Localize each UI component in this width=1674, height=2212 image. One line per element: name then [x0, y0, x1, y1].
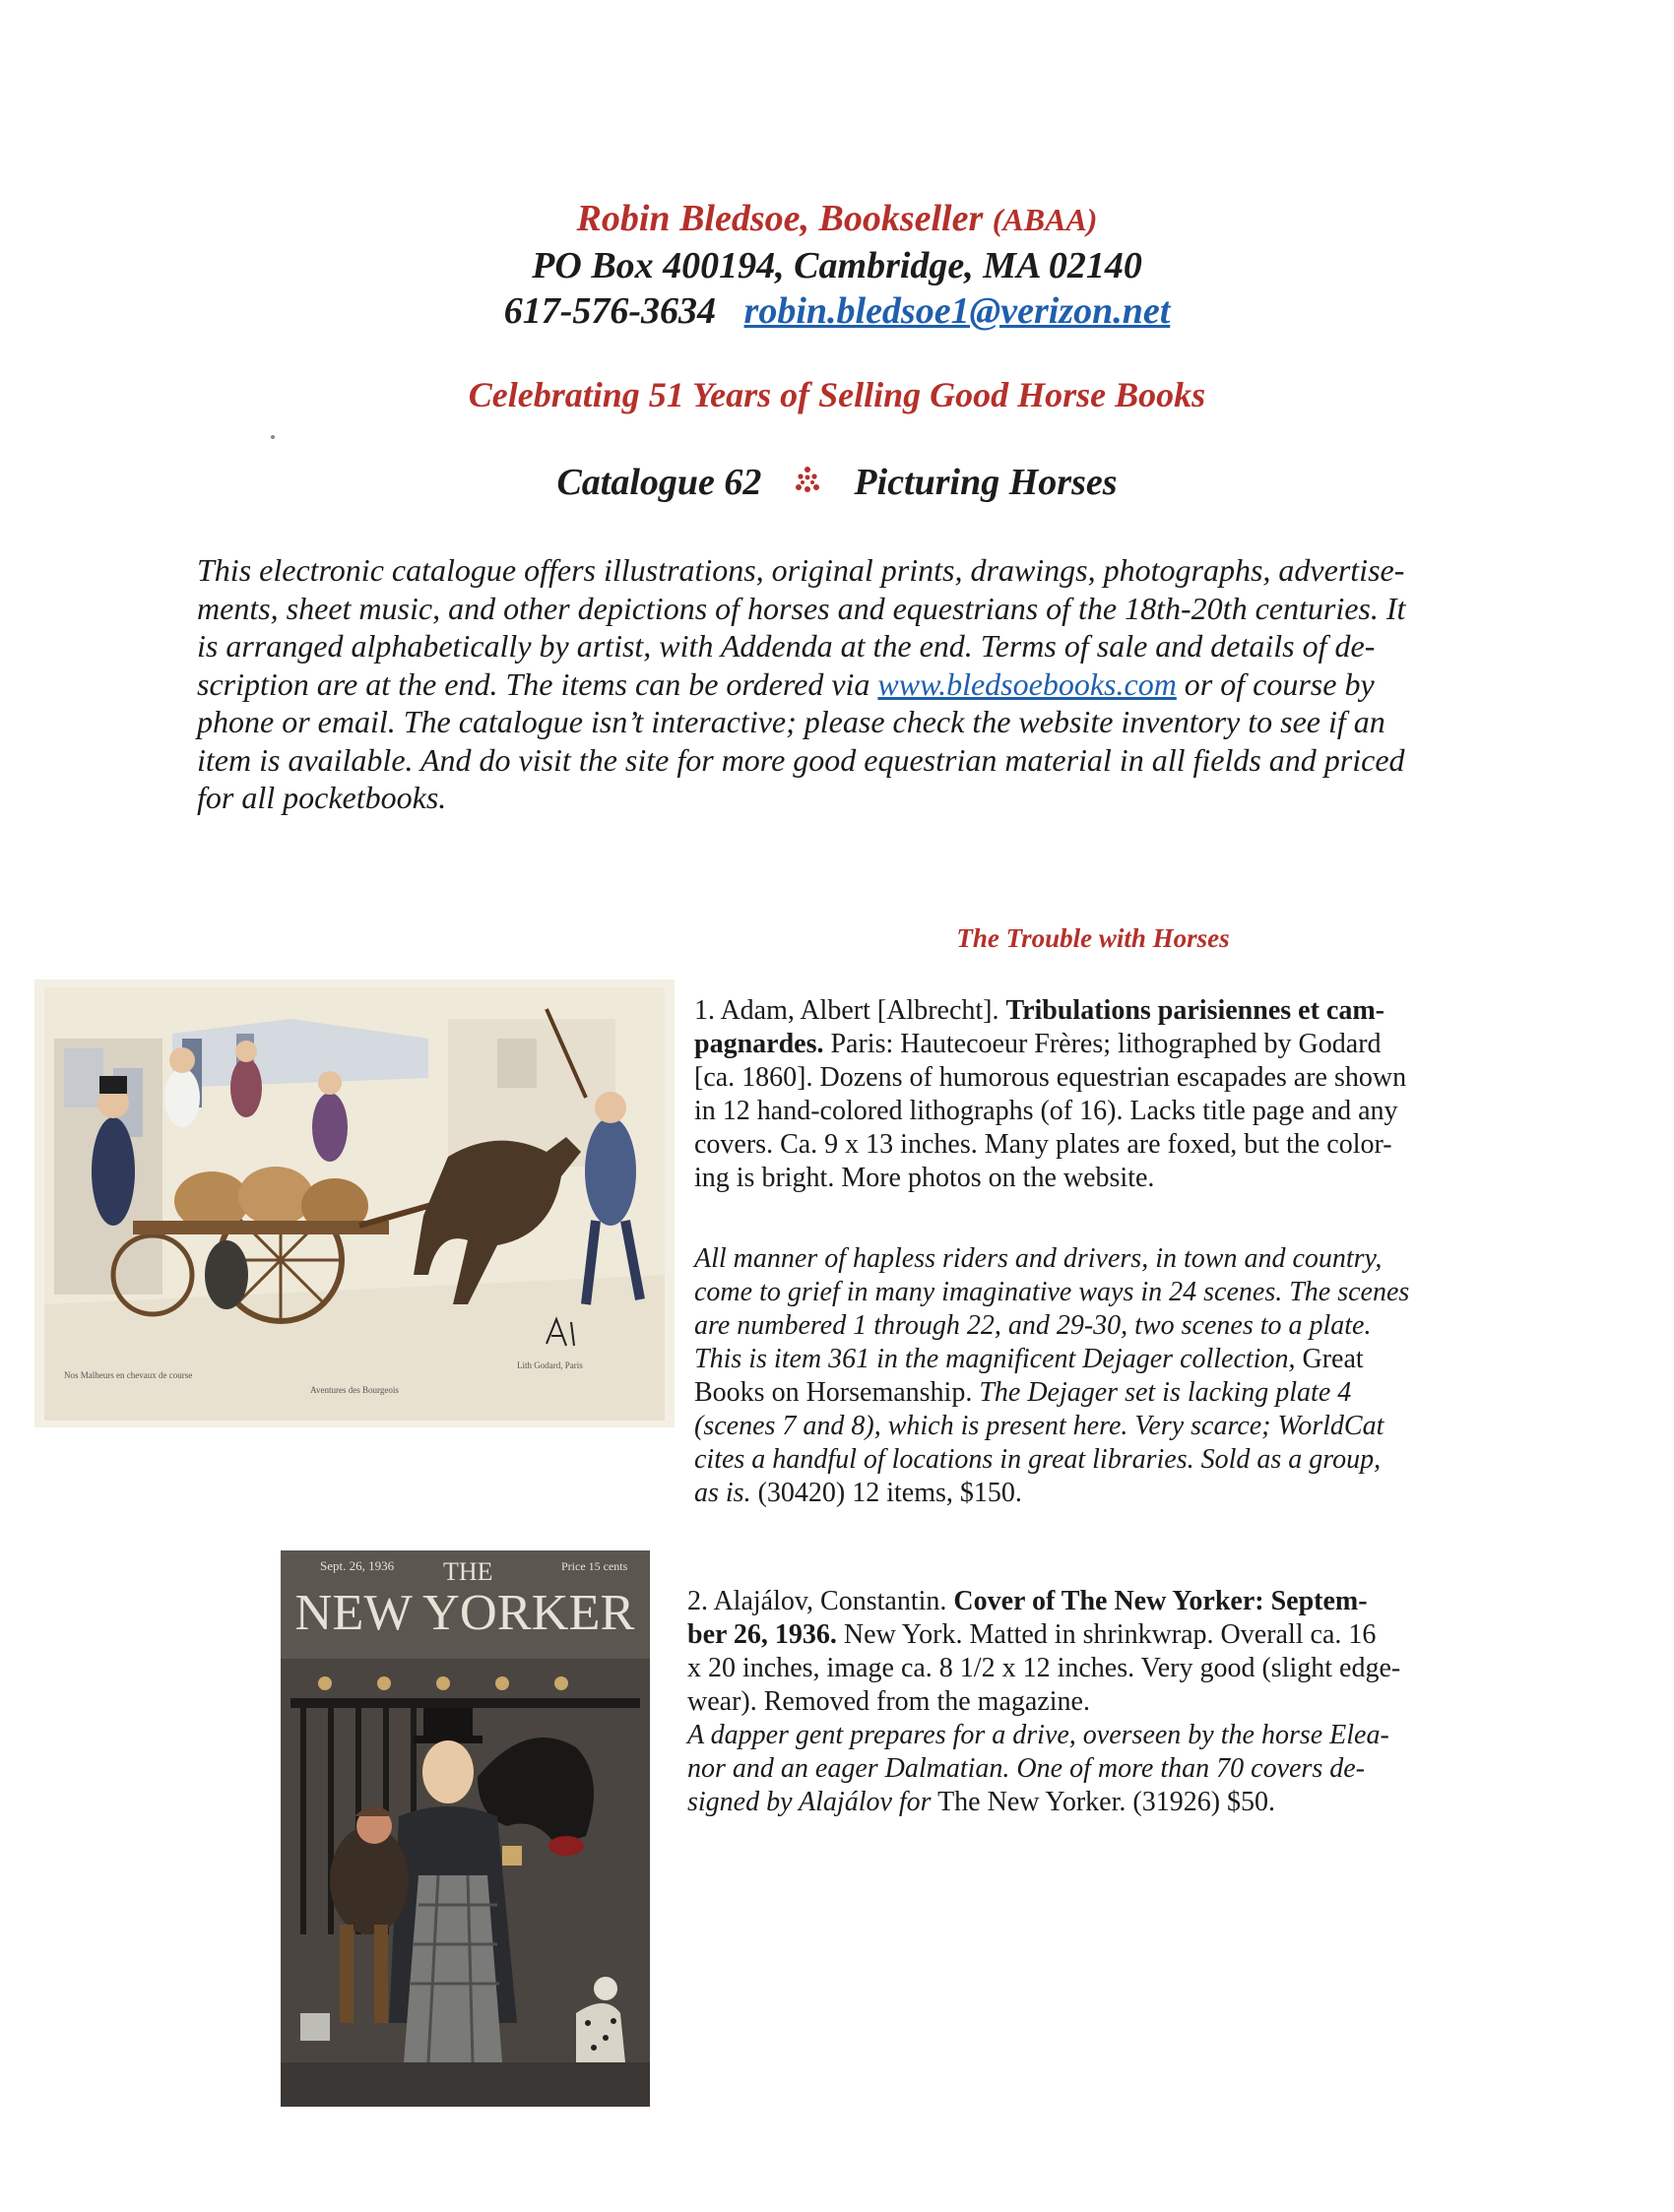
entry-line: wear). Removed from the magazine. [687, 1686, 1090, 1717]
lithograph-illustration [34, 980, 675, 1427]
entry-line: as is. (30420) 12 items, $150. [694, 1478, 1022, 1508]
catalogue-entry-1-description [694, 1242, 1482, 1510]
entry-line: Books on Horsemanship. The Dejager set is lacking plate 4 [694, 1377, 1352, 1408]
entry-line: A dapper gent prepares for a drive, overseen by the horse Elea- [687, 1720, 1389, 1750]
seller-name: Robin Bledsoe, Bookseller (ABAA) [576, 198, 1098, 239]
scan-speck [271, 435, 275, 439]
entry-line: This is item 361 in the magnificent Dejager collection, Great [694, 1344, 1364, 1374]
entry-line: are numbered 1 through 22, and 29-30, two scenes to a plate. [694, 1310, 1372, 1341]
flower-ornament-icon [791, 464, 824, 507]
website-link[interactable]: www.bledsoebooks.com [877, 665, 1177, 702]
intro-line: is arranged alphabetically by artist, with Addenda at the end. Terms of sale and details of de- [197, 628, 1376, 664]
intro-paragraph [197, 551, 1477, 817]
catalogue-subject: Picturing Horses [854, 462, 1118, 503]
entry-line: [ca. 1860]. Dozens of humorous equestrian escapades are shown [694, 1062, 1407, 1093]
cover-price: Price 15 cents [561, 1559, 628, 1573]
catalogue-entry-2 [687, 1585, 1475, 1819]
intro-line: for all pocketbooks. [197, 780, 447, 815]
intro-line: scription are at the end. The items can be ordered via www.bledsoebooks.com or of course by [197, 665, 1375, 702]
intro-line: item is available. And do visit the site for more good equestrian material in all fields and priced [197, 741, 1405, 778]
catalogue-number: Catalogue 62 [556, 462, 762, 503]
section-heading: The Trouble with Horses [956, 923, 1230, 953]
entry-line: 2. Alajálov, Constantin. Cover of The New Yorker: Septem- [687, 1586, 1368, 1616]
entry-line: ber 26, 1936. New York. Matted in shrinkwrap. Overall ca. 16 [687, 1619, 1377, 1650]
entry-line: signed by Alajálov for The New Yorker. (31926) $50. [687, 1787, 1276, 1817]
entry-line: covers. Ca. 9 x 13 inches. Many plates are foxed, but the color- [694, 1129, 1392, 1160]
entry-line: pagnardes. Paris: Hautecoeur Frères; lithographed by Godard [694, 1029, 1382, 1059]
new-yorker-cover-illustration [281, 1550, 650, 2107]
lithograph-caption-left: Nos Malheurs en chevaux de course [64, 1370, 193, 1380]
entry-line: cites a handful of locations in great libraries. Sold as a group, [694, 1444, 1382, 1475]
cover-masthead: NEW YORKER [294, 1585, 635, 1641]
lithograph-caption-center: Aventures des Bourgeois [310, 1385, 399, 1395]
cover-date: Sept. 26, 1936 [320, 1558, 395, 1573]
entry-line: come to grief in many imaginative ways in 24 scenes. The scenes [694, 1277, 1410, 1307]
catalogue-title [0, 461, 1674, 507]
intro-line: phone or email. The catalogue isn’t interactive; please check the website inventory to see if an [197, 704, 1385, 739]
lithograph-caption-right: Lith Godard, Paris [517, 1360, 583, 1370]
intro-line: ments, sheet music, and other depictions of horses and equestrians of the 18th-20th centuries. It [197, 590, 1406, 626]
tagline: Celebrating 51 Years of Selling Good Horse Books [468, 375, 1206, 414]
entry-line: ing is bright. More photos on the website. [694, 1163, 1155, 1193]
contact-line [0, 289, 1674, 333]
entry-line: (scenes 7 and 8), which is present here. Very scarce; WorldCat [694, 1411, 1384, 1441]
entry-line: nor and an eager Dalmatian. One of more than 70 covers de- [687, 1753, 1365, 1784]
entry-line: in 12 hand-colored lithographs (of 16). Lacks title page and any [694, 1096, 1398, 1126]
address: PO Box 400194, Cambridge, MA 02140 [532, 245, 1142, 286]
catalogue-entry-1 [694, 994, 1482, 1195]
entry-line: All manner of hapless riders and drivers, in town and country, [694, 1243, 1383, 1274]
seller-affiliation: (ABAA) [992, 202, 1098, 237]
entry-line: 1. Adam, Albert [Albrecht]. Tribulations parisiennes et cam- [694, 995, 1384, 1026]
phone: 617-576-3634 [503, 290, 717, 332]
email-link[interactable]: robin.bledsoe1@verizon.net [743, 290, 1171, 332]
intro-line: This electronic catalogue offers illustrations, original prints, drawings, photographs, advertise- [197, 552, 1405, 588]
entry-line: x 20 inches, image ca. 8 1/2 x 12 inches. Very good (slight edge- [687, 1653, 1401, 1683]
cover-the: THE [443, 1557, 493, 1586]
